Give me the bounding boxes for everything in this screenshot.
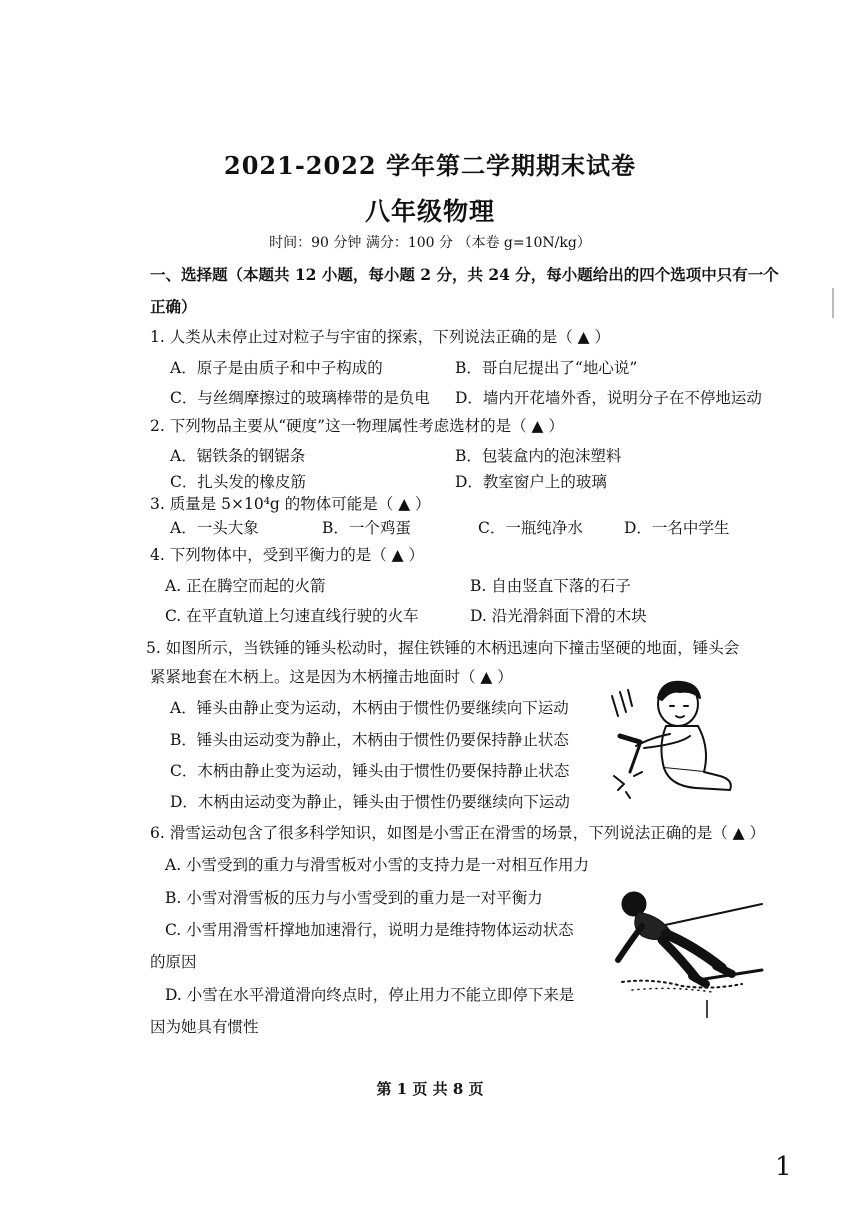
corner-page-number: 1 [775, 1152, 792, 1182]
question-1-stem: 1. 人类从未停止过对粒子与宇宙的探索，下列说法正确的是（ ▲ ） [150, 328, 610, 346]
question-3-option-a: A．一头大象 [170, 519, 259, 537]
scan-speck [706, 1000, 708, 1018]
question-5-stem: 5. 如图所示，当铁锤的锤头松动时，握住铁锤的木柄迅速向下撞击坚硬的地面，锤头会 [146, 639, 740, 657]
skier-figure [602, 886, 767, 998]
exam-subject: 八年级物理 [364, 197, 495, 226]
question-2-option-a: A．锯铁条的钢锯条 [170, 447, 306, 465]
question-1-option-a: A．原子是由质子和中子构成的 [170, 359, 383, 377]
question-3-option-c: C．一瓶纯净水 [478, 519, 583, 537]
question-4-option-d: D. 沿光滑斜面下滑的木块 [470, 607, 647, 625]
question-3-option-d: D．一名中学生 [624, 519, 730, 537]
question-6-option-c: C. 小雪用滑雪杆撑地加速滑行，说明力是维持物体运动状态 [165, 921, 574, 939]
question-2-option-c: C．扎头发的橡皮筋 [170, 473, 306, 491]
question-1-option-d: D．墙内开花墙外香，说明分子在不停地运动 [455, 389, 762, 407]
question-2-option-d: D．教室窗户上的玻璃 [455, 473, 607, 491]
scan-speck [832, 288, 834, 318]
question-2-stem: 2. 下列物品主要从“硬度”这一物理属性考虑选材的是（ ▲ ） [150, 417, 564, 435]
question-2-option-b: B．包装盒内的泡沫塑料 [455, 447, 622, 465]
question-5-option-c: C．木柄由静止变为运动，锤头由于惯性仍要保持静止状态 [170, 762, 570, 780]
question-6-option-a: A. 小雪受到的重力与滑雪板对小雪的支持力是一对相互作用力 [165, 856, 590, 874]
question-5-option-b: B．锤头由运动变为静止，木柄由于惯性仍要保持静止状态 [170, 731, 569, 749]
question-4-option-c: C. 在平直轨道上匀速直线行驶的火车 [165, 607, 419, 625]
page-footer: 第 1 页 共 8 页 [376, 1080, 484, 1098]
question-1-option-c: C．与丝绸摩擦过的玻璃棒带的是负电 [170, 389, 430, 407]
question-4-option-a: A. 正在腾空而起的火箭 [165, 577, 326, 595]
question-3-option-b: B．一个鸡蛋 [322, 519, 411, 537]
question-6-stem: 6. 滑雪运动包含了很多科学知识，如图是小雪正在滑雪的场景，下列说法正确的是（ ▲ ） [150, 824, 765, 842]
question-5-stem-cont: 紧紧地套在木柄上。这是因为木柄撞击地面时（ ▲ ） [150, 668, 513, 686]
exam-meta: 时间：90 分钟 满分：100 分 （本卷 g=10N/kg） [269, 235, 591, 251]
question-6-option-d-cont: 因为她具有惯性 [150, 1018, 259, 1036]
question-4-option-b: B. 自由竖直下落的石子 [470, 577, 631, 595]
hammer-figure [600, 676, 745, 801]
section-heading: 一、选择题（本题共 12 小题，每小题 2 分，共 24 分，每小题给出的四个选项中只有一个 [150, 265, 779, 284]
question-3-stem: 3. 质量是 5×10⁴g 的物体可能是（ ▲ ） [150, 495, 431, 513]
question-4-stem: 4. 下列物体中，受到平衡力的是（ ▲ ） [150, 546, 424, 564]
exam-title: 2021-2022 学年第二学期期末试卷 [224, 151, 636, 180]
question-6-option-d: D. 小雪在水平滑道滑向终点时，停止用力不能立即停下来是 [165, 986, 575, 1004]
question-5-option-d: D．木柄由运动变为静止，锤头由于惯性仍要继续向下运动 [170, 793, 570, 811]
question-5-option-a: A．锤头由静止变为运动，木柄由于惯性仍要继续向下运动 [170, 699, 569, 717]
section-heading-cont: 正确） [150, 297, 197, 316]
question-1-option-b: B．哥白尼提出了“地心说” [455, 359, 638, 377]
question-6-option-c-cont: 的原因 [150, 953, 197, 971]
question-6-option-b: B. 小雪对滑雪板的压力与小雪受到的重力是一对平衡力 [165, 889, 543, 907]
